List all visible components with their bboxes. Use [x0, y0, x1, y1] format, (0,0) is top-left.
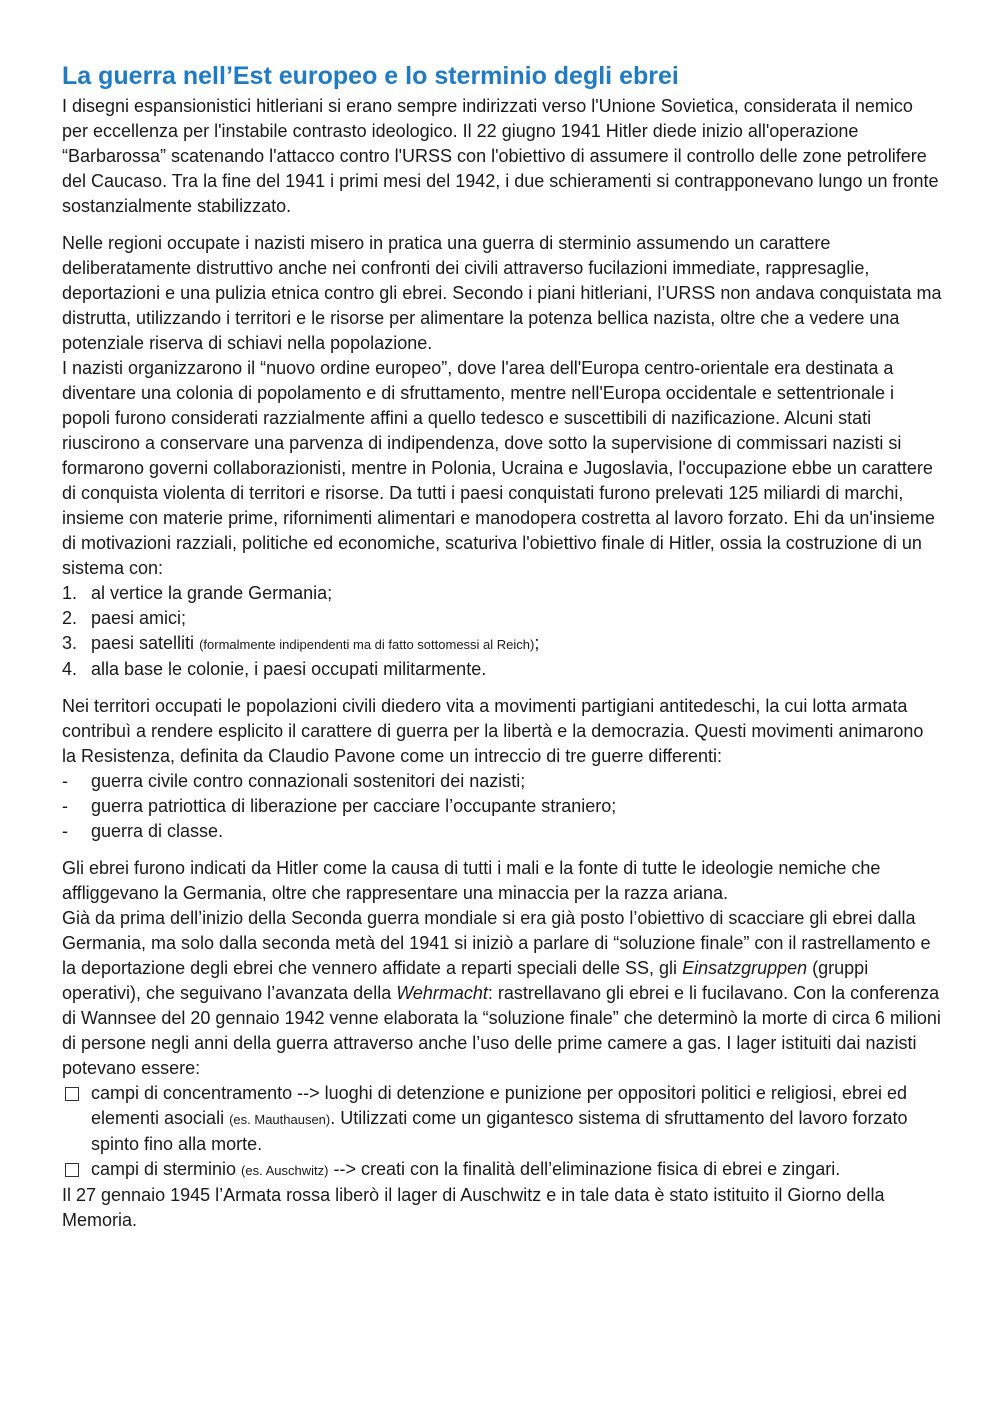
text-run: : rastrellavano gli ebrei e li fucilavano. Con la conferenza di Wannsee del 20 gennaio 1942 venne elaborata la “soluzione finale” che determinò la morte di circa 6 milioni di persone negli anni della guerra attraverso anche l’uso delle prime camere a gas. I lager istituiti dai nazisti potevano essere:: [62, 983, 941, 1078]
list-item-note: (es. Mauthausen): [229, 1112, 331, 1127]
list-item: [62, 1157, 942, 1183]
checkbox-square-icon: [65, 1163, 79, 1177]
list-item-text: alla base le colonie, i paesi occupati militarmente.: [91, 659, 487, 679]
list-item: [62, 819, 942, 844]
dash-marker: -: [62, 821, 68, 841]
paragraph-soluzione-finale: [62, 906, 942, 1081]
list-item-note: (formalmente indipendenti ma di fatto sottomessi al Reich): [199, 637, 535, 652]
list-number: 1.: [62, 583, 78, 603]
list-item: [62, 581, 942, 606]
document-page: [62, 58, 942, 1233]
paragraph-giorno-memoria: Il 27 gennaio 1945 l’Armata rossa liberò il lager di Auschwitz e in tale data è stato istituito il Giorno della Memoria.: [62, 1185, 885, 1230]
list-item-note: (es. Auschwitz): [241, 1163, 329, 1178]
list-item-text: paesi satelliti: [91, 633, 195, 653]
list-item: [62, 657, 942, 682]
list-number: 4.: [62, 659, 78, 679]
list-item-text: al vertice la grande Germania;: [91, 583, 333, 603]
paragraph-resistenza: Nei territori occupati le popolazioni civili diedero vita a movimenti partigiani antitedeschi, la cui lotta armata contribuì a rendere esplicito il carattere di guerra per la libertà e la democrazia. Questi movimenti animarono la Resistenza, definita da Claudio Pavone come un intreccio di tre guerre differenti:: [62, 696, 924, 766]
list-item-text: guerra patriottica di liberazione per cacciare l’occupante straniero;: [91, 796, 617, 816]
term-einsatzgruppen: Einsatzgruppen: [682, 958, 808, 978]
list-lager: [62, 1081, 942, 1183]
dash-marker: -: [62, 771, 68, 791]
list-item-punct: ;: [534, 633, 540, 653]
list-guerre: [62, 769, 942, 844]
list-item-text: paesi amici;: [91, 608, 187, 628]
list-item-text: --> creati con la finalità dell’eliminazione fisica di ebrei e zingari.: [328, 1159, 841, 1179]
list-item-text: campi di sterminio: [91, 1159, 242, 1179]
term-wehrmacht: Wehrmacht: [396, 983, 488, 1003]
checkbox-square-icon: [65, 1087, 79, 1101]
page-title: La guerra nell’Est europeo e lo sterminio degli ebrei: [62, 62, 679, 90]
list-item: [62, 1081, 942, 1157]
text-run: Già da prima dell’inizio della Seconda guerra mondiale si era già posto l’obiettivo di scacciare gli ebrei dalla Germania, ma solo dalla seconda metà del 1941 si iniziò a parlare di “soluzione finale” con il rastrellamento e la deportazione degli ebrei che vennero affidate a reparti speciali delle SS, gli: [62, 908, 931, 978]
list-item-text: . Utilizzati come un gigantesco sistema di sfruttamento del lavoro forzato spinto fino alla morte.: [91, 1108, 908, 1154]
paragraph-nuovo-ordine: I nazisti organizzarono il “nuovo ordine europeo”, dove l'area dell'Europa centro-orientale era destinata a diventare una colonia di popolamento e di sfruttamento, mentre nell'Europa occidentale e settentrionale i popoli furono considerati razzialmente affini a quello tedesco e suscettibili di nazificazione. Alcuni stati riuscirono a conservare una parvenza di indipendenza, dove sotto la supervisione di commissari nazisti si formarono governi collaborazionisti, mentre in Polonia, Ucraina e Jugoslavia, l'occupazione ebbe un carattere di conquista violenta di territori e risorse. Da tutti i paesi conquistati furono prelevati 125 miliardi di marchi, insieme con materie prime, rifornimenti alimentari e manodopera costretta al lavoro forzato. Ehi da un'insieme di motivazioni razziali, politiche ed economiche, scaturiva l'obiettivo finale di Hitler, ossia la costruzione di un sistema con:: [62, 358, 935, 578]
list-number: 2.: [62, 608, 78, 628]
list-item: [62, 606, 942, 631]
text-run: (gruppi operativi), che seguivano l’avanzata della: [62, 958, 869, 1003]
paragraph-barbarossa: I disegni espansionistici hitleriani si erano sempre indirizzati verso l'Unione Sovietica, considerata il nemico per eccellenza per l'instabile contrasto ideologico. Il 22 giugno 1941 Hitler diede inizio all'operazione “Barbarossa” scatenando l'attacco contro l'URSS con l'obiettivo di assumere il controllo delle zone petrolifere del Caucaso. Tra la fine del 1941 i primi mesi del 1942, i due schieramenti si contrapponevano lungo un fronte sostanzialmente stabilizzato.: [62, 96, 939, 216]
paragraph-sterminio: Nelle regioni occupate i nazisti misero in pratica una guerra di sterminio assumendo un carattere deliberatamente distruttivo anche nei confronti dei civili attraverso fucilazioni immediate, rappresaglie, deportazioni e una pulizia etnica contro gli ebrei. Secondo i piani hitleriani, l’URSS non andava conquistata ma distrutta, utilizzando i territori e le risorse per alimentare la potenza bellica nazista, oltre che a vedere una potenziale riserva di schiavi nella popolazione.: [62, 233, 942, 353]
list-item-text: guerra civile contro connazionali sostenitori dei nazisti;: [91, 771, 526, 791]
list-item: [62, 631, 942, 657]
paragraph-ebrei: Gli ebrei furono indicati da Hitler come la causa di tutti i mali e la fonte di tutte le ideologie nemiche che affliggevano la Germania, oltre che rappresentare una minaccia per la razza ariana.: [62, 858, 881, 903]
list-item-text: campi di concentramento --> luoghi di detenzione e punizione per oppositori politici e religiosi, ebrei ed elementi asociali: [91, 1083, 907, 1128]
list-item-text: guerra di classe.: [91, 821, 224, 841]
list-item: [62, 794, 942, 819]
list-sistema: [62, 581, 942, 682]
list-number: 3.: [62, 633, 78, 653]
list-item: [62, 769, 942, 794]
dash-marker: -: [62, 796, 68, 816]
